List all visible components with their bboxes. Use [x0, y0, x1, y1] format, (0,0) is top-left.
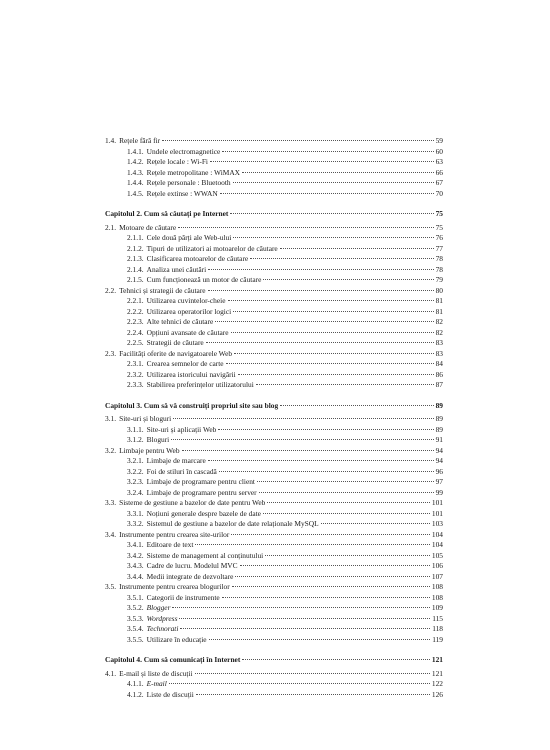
- dot-leader: [242, 659, 430, 660]
- dot-leader: [238, 374, 434, 375]
- toc-entry-page: 118: [432, 624, 443, 633]
- toc-entry-page: 59: [435, 136, 443, 145]
- toc-entry-title: Sistemul de gestiune a bazelor de date relaționale MySQL: [146, 519, 319, 528]
- toc-entry-number: 1.4.: [105, 136, 117, 145]
- dot-leader: [162, 140, 433, 141]
- toc-entry-title: Capitolul 3. Cum să vă construiți propriul site sau blog: [105, 400, 279, 410]
- toc-entry: [105, 593, 443, 604]
- dot-leader: [171, 439, 433, 440]
- toc-entry: [105, 380, 443, 391]
- toc-entry-title: Rețele personale : Bluetooth: [146, 178, 231, 187]
- toc-entry: [105, 456, 443, 467]
- toc-entry-page: 78: [435, 254, 443, 263]
- toc-entry-number: 2.3.3.: [127, 380, 144, 389]
- toc-entry-number: 2.2.3.: [127, 317, 144, 326]
- toc-entry-title: Stabilirea preferințelor utilizatorului: [146, 380, 254, 389]
- toc-entry-page: 75: [435, 222, 443, 232]
- toc-entry-page: 60: [435, 146, 443, 156]
- toc-entry-page: 101: [431, 498, 443, 507]
- toc-entry-number: 2.3.1.: [127, 359, 144, 368]
- toc-entry-number: 3.2.1.: [127, 456, 144, 465]
- toc-entry: [105, 189, 443, 200]
- toc-entry-number: 3.4.1.: [127, 540, 144, 549]
- dot-leader: [196, 694, 430, 695]
- toc-entry: [105, 147, 443, 158]
- dot-leader: [206, 342, 434, 343]
- toc-entry: [105, 572, 443, 583]
- toc-entry: [105, 168, 443, 179]
- toc-entry: [105, 446, 443, 457]
- dot-leader: [172, 607, 429, 608]
- toc-entry-number: 2.1.2.: [127, 243, 144, 253]
- toc-entry: [105, 136, 443, 147]
- toc-entry-title: Rețele locale : Wi-Fi: [146, 157, 208, 166]
- toc-entry-page: 99: [435, 487, 443, 497]
- toc-entry-number: 3.3.: [105, 498, 117, 507]
- toc-entry-title: Capitolul 4. Cum să comunicați în Internet: [105, 655, 241, 664]
- dot-leader: [173, 418, 433, 419]
- dot-leader: [267, 502, 430, 503]
- toc-entry-page: 76: [435, 233, 443, 242]
- toc-entry: [105, 296, 443, 307]
- toc-entry-page: 84: [435, 359, 443, 368]
- toc-entry-page: 83: [435, 348, 443, 358]
- toc-entry-title: Undele electromagnetice: [146, 146, 221, 156]
- toc-entry-page: 87: [435, 380, 443, 389]
- toc-entry-number: 4.1.1.: [127, 679, 144, 688]
- toc-entry-page: 94: [435, 445, 443, 455]
- toc-entry-title: Medii integrate de dezvoltare: [146, 571, 234, 581]
- toc-entry-title: Instrumente pentru crearea site-urilor: [119, 529, 230, 539]
- toc-entry-number: 3.4.: [105, 529, 117, 539]
- toc-entry: [105, 561, 443, 572]
- toc-entry-number: 2.2.: [105, 285, 117, 295]
- toc-entry-number: 2.3.: [105, 348, 117, 358]
- dot-leader: [235, 576, 429, 577]
- toc-entry-page: 122: [431, 679, 443, 688]
- dot-leader: [215, 321, 433, 322]
- toc-entry-number: 2.2.1.: [127, 296, 144, 305]
- toc-entry-number: 3.3.1.: [127, 508, 144, 518]
- toc-entry: [105, 254, 443, 265]
- toc-entry-title: Tipuri de utilizatori ai motoarelor de căutare: [146, 243, 278, 253]
- toc-entry-title: Technorati: [146, 624, 179, 633]
- toc-entry: [105, 509, 443, 520]
- toc-entry-title: Cum funcționează un motor de căutare: [146, 275, 262, 284]
- toc-entry-title: Rețele fără fir: [119, 136, 161, 145]
- dot-leader: [233, 182, 434, 183]
- toc-entry-title: Site-uri și bloguri: [119, 414, 172, 423]
- toc-entry-page: 105: [431, 550, 443, 560]
- toc-entry: [105, 635, 443, 646]
- toc-entry-number: 1.4.2.: [127, 157, 144, 166]
- toc-entry-title: Facilități oferite de navigatoarele Web: [119, 348, 233, 358]
- toc-entry-title: Analiza unei căutări: [146, 264, 207, 274]
- dot-leader: [265, 555, 430, 556]
- toc-entry-number: 2.2.2.: [127, 306, 144, 316]
- dot-leader: [234, 353, 434, 354]
- dot-leader: [179, 618, 430, 619]
- toc-entry-number: 2.1.4.: [127, 264, 144, 274]
- toc-entry-title: Limbaje de programare pentru server: [146, 487, 257, 497]
- toc-entry-title: Instrumente pentru crearea blogurilor: [119, 582, 230, 591]
- dot-leader: [240, 565, 430, 566]
- toc-entry: [105, 435, 443, 446]
- toc-entry-page: 103: [431, 519, 443, 528]
- toc-entry: [105, 498, 443, 509]
- toc-entry: [105, 519, 443, 530]
- toc-entry-page: 89: [435, 424, 443, 434]
- toc-entry: [105, 359, 443, 370]
- toc-entry: [105, 614, 443, 625]
- toc-entry-number: 4.1.: [105, 668, 117, 678]
- toc-entry-title: Clasificarea motoarelor de căutare: [146, 254, 249, 263]
- toc-entry-number: 3.1.1.: [127, 424, 144, 434]
- toc-entry-title: Motoare de căutare: [119, 222, 177, 232]
- toc-entry-title: Cele două părți ale Web-ului: [146, 233, 232, 242]
- toc-entry: [105, 414, 443, 425]
- toc-entry-title: Site-uri și aplicații Web: [146, 424, 217, 434]
- toc-entry-page: 115: [432, 613, 443, 623]
- toc-entry-page: 91: [435, 435, 443, 444]
- toc-entry-page: 89: [435, 400, 443, 410]
- dot-leader: [231, 332, 434, 333]
- toc-entry-page: 81: [435, 306, 443, 316]
- toc-entry-page: 82: [435, 317, 443, 326]
- dot-leader: [180, 628, 430, 629]
- toc-entry-page: 80: [435, 285, 443, 295]
- toc-entry-page: 81: [435, 296, 443, 305]
- toc-entry: [105, 679, 443, 690]
- dot-leader: [218, 429, 433, 430]
- toc-entry-number: 2.1.3.: [127, 254, 144, 263]
- toc-entry-page: 108: [431, 592, 443, 602]
- toc-entry-title: Categorii de instrumente: [146, 592, 220, 602]
- dot-leader: [208, 460, 434, 461]
- toc-entry-number: 1.4.1.: [127, 146, 144, 156]
- toc-entry-title: Crearea semnelor de carte: [146, 359, 224, 368]
- toc-entry-title: Editoare de text: [146, 540, 194, 549]
- toc-entry: [105, 669, 443, 680]
- toc-entry: [105, 317, 443, 328]
- toc-entry-number: 2.1.1.: [127, 233, 144, 242]
- toc-entry-page: 66: [435, 167, 443, 177]
- toc-entry: [105, 603, 443, 614]
- toc-entry: [105, 349, 443, 360]
- dot-leader: [232, 586, 430, 587]
- toc-entry-page: 70: [435, 188, 443, 198]
- toc-entry: [105, 624, 443, 635]
- toc-entry: [105, 157, 443, 168]
- toc-entry-page: 119: [432, 634, 443, 644]
- toc-entry-page: 121: [431, 655, 443, 664]
- toc-entry: [105, 244, 443, 255]
- dot-leader: [242, 172, 434, 173]
- toc-entry-number: 3.4.2.: [127, 550, 144, 560]
- toc-entry: [105, 477, 443, 488]
- dot-leader: [208, 290, 434, 291]
- toc-entry-page: 94: [435, 456, 443, 465]
- toc-entry-title: E-mail: [146, 679, 167, 688]
- toc-entry-title: Rețele metropolitane : WiMAX: [146, 167, 241, 177]
- toc-entry-page: 96: [435, 466, 443, 476]
- toc-entry-page: 82: [435, 327, 443, 337]
- toc-entry-title: Strategii de căutare: [146, 338, 204, 347]
- toc-entry-number: 3.5.3.: [127, 613, 144, 623]
- toc-entry-number: 2.3.2.: [127, 369, 144, 379]
- toc-chapter-entry: [105, 401, 443, 412]
- toc-entry-page: 108: [431, 582, 443, 591]
- toc-entry-title: Limbaje de programare pentru client: [146, 477, 255, 486]
- toc-entry: [105, 275, 443, 286]
- toc-entry-title: Alte tehnici de căutare: [146, 317, 214, 326]
- toc-entry: [105, 551, 443, 562]
- toc-entry-number: 3.5.: [105, 582, 117, 591]
- toc-entry: [105, 286, 443, 297]
- toc-entry-title: Limbaje de marcare: [146, 456, 206, 465]
- toc-entry: [105, 467, 443, 478]
- toc-entry-number: 2.2.4.: [127, 327, 144, 337]
- toc-entry-number: 3.5.1.: [127, 592, 144, 602]
- dot-leader: [228, 300, 434, 301]
- toc-entry-number: 3.5.5.: [127, 634, 144, 644]
- toc-entry-number: 3.2.2.: [127, 466, 144, 476]
- toc-chapter-entry: [105, 655, 443, 666]
- toc-entry-page: 106: [431, 561, 443, 570]
- dot-leader: [195, 673, 430, 674]
- toc-entry-page: 78: [435, 264, 443, 274]
- toc-entry: [105, 307, 443, 318]
- toc-entry-number: 3.2.: [105, 445, 117, 455]
- toc-entry-title: Capitolul 2. Cum să căutați pe Internet: [105, 209, 229, 218]
- toc-entry-number: 2.1.: [105, 222, 117, 232]
- toc-entry-number: 1.4.4.: [127, 178, 144, 187]
- toc-chapter-entry: [105, 209, 443, 220]
- dot-leader: [263, 279, 433, 280]
- toc-entry-number: 2.1.5.: [127, 275, 144, 284]
- toc-entry-title: Utilizarea istoricului navigării: [146, 369, 236, 379]
- toc-entry: [105, 690, 443, 701]
- toc-entry: [105, 425, 443, 436]
- toc-entry-title: Sisteme de management al conținutului: [146, 550, 264, 560]
- toc-entry-title: Sisteme de gestiune a bazelor de date pentru Web: [119, 498, 266, 507]
- toc-entry-number: 3.1.: [105, 414, 117, 423]
- toc-entry-page: 101: [431, 508, 443, 518]
- toc-entry-number: 1.4.5.: [127, 188, 144, 198]
- toc-entry: [105, 370, 443, 381]
- dot-leader: [222, 151, 433, 152]
- toc-entry-page: 63: [435, 157, 443, 166]
- toc-entry-number: 1.4.3.: [127, 167, 144, 177]
- toc-entry-number: 4.1.2.: [127, 689, 144, 699]
- dot-leader: [209, 639, 431, 640]
- dot-leader: [219, 471, 434, 472]
- toc-entry-title: Bloguri: [146, 435, 170, 444]
- dot-leader: [222, 597, 430, 598]
- toc-entry: [105, 582, 443, 593]
- toc-entry-page: 83: [435, 338, 443, 347]
- toc-entry-number: 3.2.3.: [127, 477, 144, 486]
- toc-entry: [105, 338, 443, 349]
- toc-entry-title: Tehnici și strategii de căutare: [119, 285, 206, 295]
- dot-leader: [280, 405, 433, 406]
- toc-entry-title: Utilizarea operatorilor logici: [146, 306, 232, 316]
- toc-entry-title: E-mail și liste de discuții: [119, 668, 193, 678]
- dot-leader: [233, 311, 433, 312]
- toc-entry-page: 89: [435, 414, 443, 423]
- toc-entry-number: 3.3.2.: [127, 519, 144, 528]
- toc-entry: [105, 328, 443, 339]
- toc-gap: [105, 645, 443, 655]
- toc-entry-title: Utilizarea cuvintelor-cheie: [146, 296, 226, 305]
- dot-leader: [259, 492, 434, 493]
- toc-entry-title: Noțiuni generale despre bazele de date: [146, 508, 261, 518]
- dot-leader: [231, 534, 430, 535]
- dot-leader: [263, 513, 430, 514]
- toc-entry-page: 97: [435, 477, 443, 486]
- dot-leader: [178, 227, 433, 228]
- dot-leader: [195, 544, 429, 545]
- toc-entry-number: 3.5.2.: [127, 603, 144, 612]
- toc-entry: [105, 223, 443, 234]
- dot-leader: [233, 237, 433, 238]
- toc-entry: [105, 265, 443, 276]
- toc-gap: [105, 391, 443, 401]
- toc-entry-page: 109: [431, 603, 443, 612]
- dot-leader: [321, 523, 430, 524]
- toc-entry-title: Cadre de lucru. Modelul MVC: [146, 561, 238, 570]
- toc-gap: [105, 199, 443, 209]
- dot-leader: [230, 213, 433, 214]
- dot-leader: [280, 248, 434, 249]
- dot-leader: [220, 193, 434, 194]
- dot-leader: [210, 161, 434, 162]
- toc-entry-number: 3.1.2.: [127, 435, 144, 444]
- toc-entry-number: 3.2.4.: [127, 487, 144, 497]
- toc-entry: [105, 530, 443, 541]
- toc-entry-number: 2.2.5.: [127, 338, 144, 347]
- toc-entry-title: Rețele extinse : WWAN: [146, 188, 218, 198]
- toc-entry-number: 3.5.4.: [127, 624, 144, 633]
- dot-leader: [169, 683, 430, 684]
- toc-entry-page: 86: [435, 369, 443, 379]
- toc-entry: [105, 488, 443, 499]
- dot-leader: [182, 450, 434, 451]
- toc-entry-title: Opțiuni avansate de căutare: [146, 327, 229, 337]
- dot-leader: [250, 258, 433, 259]
- toc-entry-page: 107: [431, 571, 443, 581]
- toc-entry-page: 104: [431, 540, 443, 549]
- toc-entry-page: 79: [435, 275, 443, 284]
- toc-entry-title: Utilizare în educație: [146, 634, 207, 644]
- toc-entry-title: Foi de stiluri în cascadă: [146, 466, 217, 476]
- toc-entry-page: 67: [435, 178, 443, 187]
- toc-entry-page: 75: [435, 209, 443, 218]
- toc-entry-number: 3.4.4.: [127, 571, 144, 581]
- toc-entry-title: Wordpress: [146, 613, 178, 623]
- toc-entry-title: Liste de discuții: [146, 689, 194, 699]
- dot-leader: [226, 363, 434, 364]
- toc-entry: [105, 540, 443, 551]
- toc-entry-page: 121: [431, 668, 443, 678]
- toc-entry-page: 126: [431, 689, 443, 699]
- dot-leader: [208, 269, 433, 270]
- toc-entry-page: 104: [431, 529, 443, 539]
- table-of-contents: [105, 136, 443, 700]
- toc-entry: [105, 178, 443, 189]
- toc-entry-number: 3.4.3.: [127, 561, 144, 570]
- dot-leader: [257, 481, 434, 482]
- toc-entry-page: 77: [435, 243, 443, 253]
- toc-entry: [105, 233, 443, 244]
- toc-entry-title: Limbaje pentru Web: [119, 445, 180, 455]
- dot-leader: [256, 384, 434, 385]
- toc-entry-title: Blogger: [146, 603, 171, 612]
